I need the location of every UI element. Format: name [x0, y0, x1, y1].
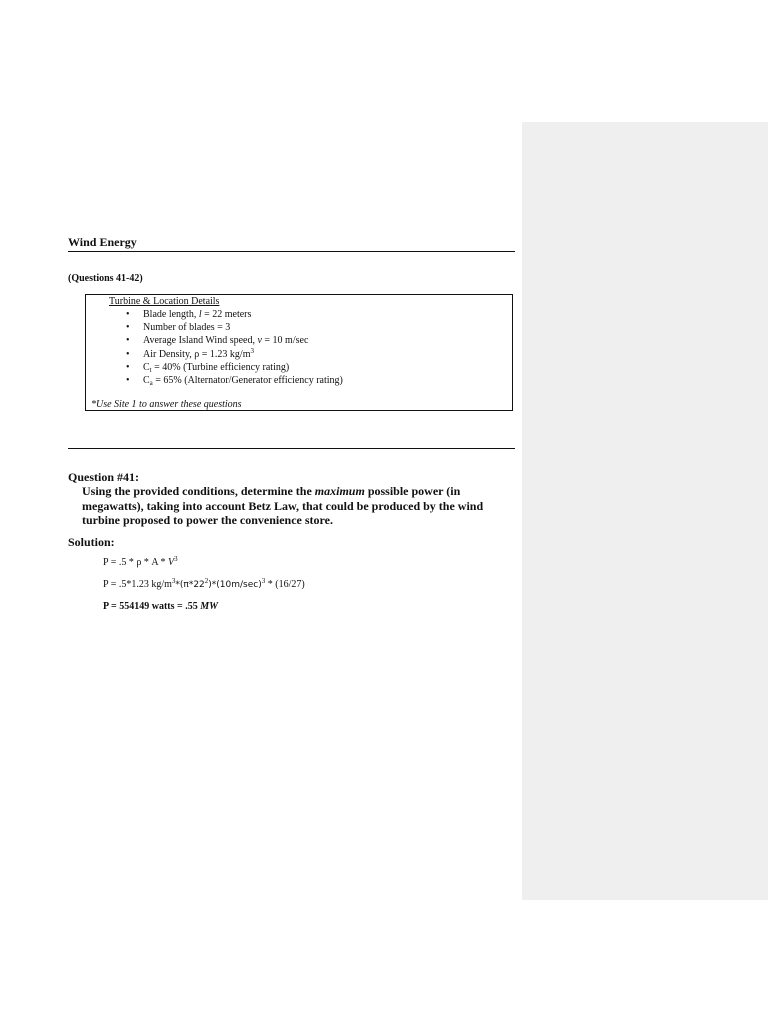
bullet-icon: • [126, 374, 130, 386]
comment-pane [522, 122, 768, 900]
details-list [109, 308, 343, 387]
divider-top [68, 251, 515, 252]
divider-middle [68, 448, 515, 449]
questions-range: (Questions 41-42) [68, 273, 143, 284]
equation-substitution: P = .5*1.23 $kg/m^3*(\pi*22^2)*(10m/\sec)^3 * (16/27)$ [103, 577, 305, 590]
details-note: *Use Site 1 to answer these questions [91, 399, 242, 410]
bullet-icon: • [126, 348, 130, 360]
bullet-icon: • [126, 335, 130, 347]
details-box [85, 294, 513, 411]
details-title: Turbine & Location Details [109, 296, 220, 307]
detail-turbine-efficiency: • $C_t = 40\%$ (Turbine efficiency rating) [126, 361, 290, 374]
equation-formula: $P = .5 * \rho * A * V^3$ [103, 555, 178, 568]
bullet-icon: • [126, 322, 130, 334]
detail-air-density: • Air Density, ρ = 1.23 $kg/m^3$ [126, 346, 254, 360]
bullet-icon: • [126, 309, 130, 320]
bullet-icon: • [126, 361, 130, 373]
detail-alternator-efficiency: • $C_a = 65\%$ (Alternator/Generator efficiency rating) [126, 374, 343, 387]
detail-wind-speed: • Average Island Wind speed, v = 10 m/sec [126, 335, 309, 347]
question-heading: Question #41: [68, 470, 140, 484]
solution-heading: Solution: [68, 535, 115, 549]
section-title: Wind Energy [68, 235, 137, 249]
detail-blade-length: • Blade length, l = 22 meters [126, 309, 252, 320]
detail-blade-count: • Number of blades = 3 [126, 322, 231, 334]
equation-result: P = 554149 watts = .55 MW [103, 601, 219, 612]
question-body: Using the provided conditions, determine the maximum possible power (in megawatts), taking into account Betz Law, that could be produced by the wind turbine proposed to power the convenience store. [82, 484, 484, 527]
